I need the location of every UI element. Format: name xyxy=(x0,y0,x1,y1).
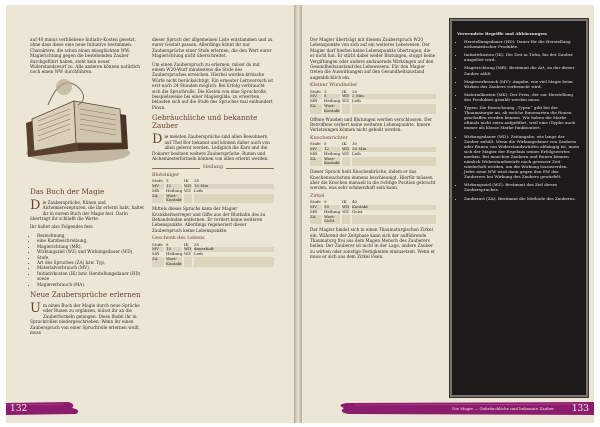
right-col1-mid: Offene Wunden und Blutungen werden verschlossen. Der Betroffene verliert keine weiteren Lebenspunkte. Innere Verletzungen können nicht geheilt werden. xyxy=(310,116,433,133)
list-item: • Magieverbrauch (MA). xyxy=(37,282,146,287)
glossary-item: • Zauberart (ZA): Bestimmt die Methode des Zauberns. xyxy=(464,196,580,201)
spell-title: Knochenrichter xyxy=(310,135,348,141)
spell-stats: Stufe 5 IK 30 MV 12 WD 30 Min MR Heilung WZ Leib ZA Wort-Kontakt xyxy=(310,142,436,166)
list-item: • Initiativkosten (IK) bzw. Herstellungsdauer (HD) sowie xyxy=(37,271,146,282)
glossary-item: • Materialkosten (MK): Der Preis, der zur Herstellung des Produktes gezahlt werden muss. xyxy=(464,92,580,102)
right-page-number: 133 xyxy=(571,404,589,414)
ornamental-divider-line xyxy=(152,168,200,169)
glossary-item: • Wirkungsdauer (WD): Zeitangabe, wie lange der Zauber anhält. Wenn die Wirkungsdauer von Zaubern oder Runen von Widerstandswürfen abhängig ist, muss sich der Magier der Ergebnis seines Erfolgswertes merken. Bei manchen Zaubern und Runen können nämlich Widerstandswürfe nach gewisser Zeit wiederholt werden, um die Wirkung loszuwerden. Jeder neue WW wird dann gegen den EW des Zauberers bei Wirkung des Zaubers gewürfelt. xyxy=(464,134,580,180)
list-item: • Stufe, xyxy=(37,255,146,260)
glossary-item: • Herstellungsdauer (HD): Dauer für die Herstellung alchemistischer Produkte. xyxy=(464,39,580,49)
list-item: • Magierichtung (MR), xyxy=(37,244,146,249)
spell-block-zirkel xyxy=(310,194,436,224)
spell-stats: Stufe 8 IK 35 MV 15 WD dauerhaft MR Heilung WZ Leib ZA Wort-Kontakt xyxy=(152,243,274,267)
spell-block-knochenrichter xyxy=(310,136,436,166)
list-item: • Wirkungsziel (WZ) und Wirkungsdauer (WD), xyxy=(37,249,146,254)
glossary-sidebar xyxy=(450,19,588,397)
section-heading-buch: Das Buch der Magie xyxy=(30,186,105,196)
spell-stats: Stufe 3 IK 20 MV 8 WD 2 Min MR Heilung WZ Leib ZA Wort-Kontakt xyxy=(310,90,436,114)
glossary-list xyxy=(457,39,580,201)
left-col2-mid: Mittels dieses Spruchs kann der Magier Krankheitserreger und Gifte aus der Blutbahn des zu Behandelnden entfernen. Er verliert keine weiteren Lebenspunkte. Allerdings regeneriert dieser Zauberspruch keine Lebenspunkte. xyxy=(152,206,266,233)
glossary-item: • Initiativkosten (IK): Die Zeit in Ticks, bis der Zauber ausgelöst wird. xyxy=(464,52,580,62)
right-col1-bot: Der Magier bindet sich in einen Thaumaturgischen Zirkel ein. Während der Zeitphase kann sich der aufführende Thaumaturg frei aus dem Magen Mensch des Zauberers heilen. Der Zauberer ist nicht in der Lage, andere Zauber zu wirken oder sonstige Fertigkeiten einzusetzen. Wenn er muss er sich aus dem Zirkel lösen. xyxy=(310,227,436,260)
spell-title: Zirkel xyxy=(310,193,325,199)
spell-block-geschenk xyxy=(152,236,274,266)
heilung-label: Heilung xyxy=(202,164,224,171)
list-item: • Bezeichnung, xyxy=(37,233,146,238)
drop-cap-d: D xyxy=(30,197,41,213)
list-item: • Art des Spruches (ZA) bzw. Typ, xyxy=(37,260,146,265)
right-col-1 xyxy=(310,37,436,263)
right-col1-mid2: Dieser Spruch heilt Knochenbrüche, indem er das Knochenwachstum immens beschleunigt. Hierfür müssen aber die Knochen manuell in die richtige Position gebracht werden, was sehr schmerzhaft sein kann. xyxy=(310,169,436,191)
left-col2-p2: Um einen Zauberspruch zu erlernen, müsst du mit einem W20-Wurf mindestens die Stufe des Zauberspruches erreichen. Hierbei werden kritische Würfe nicht berücksichtigt. Ein erneuter Lernversuch ist erst nach 24 Stunden möglich. Bei Erfolg verbraucht sich die Spruchrolle. Die Kosten von eine Spruchrolle, beispielsweise bei einer Magiergilde, zu erwerben, belaufen sich auf die Stufe des Spruches mal einhundert Pinun. xyxy=(152,61,274,110)
right-col1-top: Der Magier überträgt mit diesem Zauberspruch W20 Lebenspunkte von sich auf ein weiteres Lebewesen. Der Magier darf hierbei keine Lebenspunkte übertragen, die er nicht hat. Er stirbt dabei weder Blutungen, stoppt keine Vergiftungen oder andere andauernde Wirkungen auf den Gesundheitszustand des Lebewesens. Für den Magier treten die Auswirkungen auf den Gesundheitszustand augenblicklich ein. xyxy=(310,37,436,80)
left-col2-top: dieser Spruch der allgemeinen Liste entstammen und zu eurer Gestalt passen. Allerdings könnt ihr nur Zaubersprüche einer Stufe erlernen, die den Wert eurer Magierichtung nicht überschreitet. xyxy=(152,37,273,59)
spell-title: Bluteiniger xyxy=(152,172,180,178)
spell-stats: Stufe 9 IK 40 MV 30 WD Kontakt MR Heilung WZ Geist ZA Wort-Sicht xyxy=(310,200,436,224)
glossary-item: • Magieverbrauch (MV): Angabe, wie viel Magie beim Wirken des Zaubers verbraucht wird. xyxy=(464,79,580,89)
open-spellbook-illustration xyxy=(18,65,136,169)
left-col1-top: auf 40 minus verbliebene Initiativ-Kosten gesetzt, ohne dass diese eine neue Initiative bestimmen. Charaktere, die schon einen missglückten WW: Magierichtung gegen die bestehenden Zauber durchgeführt haben, steht kein neuer Widerstandswurf zu. Alle anderen können natürlich noch einen WW durchführen. xyxy=(30,37,140,75)
drop-cap-d2: D xyxy=(152,132,163,148)
list-item: • eine Kurzbeschreibung, xyxy=(37,238,146,243)
drop-cap-u: U xyxy=(30,300,41,316)
glossary-item: • Wirkungsziel (WZ): Bestimmt das Ziel dieses Zauberspruches. xyxy=(464,182,580,192)
glossary-item: • Typen: Die Bezeichnung „Typen“ gibt bei der Thaumaturgie an, ab welche Runenarten die Runen geschaffen werden können. Wir haben die Marke oftmals nicht extra aufgeführt, weil eine Glyphe auch immer als blosse Marke funktioniert. xyxy=(464,105,580,130)
section-body-gebrauchliche: Die meisten Zaubersprüche sind allen Bewohnern auf Thel Bor bekannt und können daher auch von allen gelernt werden. Lediglich die Kars und die Dokarer besitzen weitere Zaubersprüche. Runen und Alchemiesterformeln können von allen erlernt werden. xyxy=(152,132,270,161)
section-heading-gebrauchliche: Gebräuchliche und bekannte Zauber xyxy=(152,113,258,131)
section-heading-neue: Neue Zaubersprüche erlernen xyxy=(30,289,141,299)
spell-title: Geschenk des Lebens xyxy=(152,236,205,242)
left-page-number: 132 xyxy=(10,404,28,414)
footer-caption: Die Magie — Gebräuchliche und bekannte Zauber xyxy=(452,406,554,411)
book-entries-list xyxy=(30,233,146,287)
glossary-item: • Magierichtung (MR): Bestimmt die Art, zu der dieser Zauber zählt. xyxy=(464,65,580,75)
book-gutter xyxy=(294,5,302,423)
list-item: • Materialverbrauch (MV), xyxy=(37,265,146,270)
list-intro: Ihr haltet also Folgendes fest: xyxy=(30,224,94,230)
spell-title: Kleiner Wundheiler xyxy=(310,83,358,89)
sidebar-title: Verwendete Begriffe und Abkürzungen: xyxy=(457,31,548,36)
ornamental-divider-line xyxy=(226,168,274,169)
spell-stats: Stufe 5 IK 35 MV 12 WD 10 Min MR Heilung WZ Leib ZA Wort-Kontakt xyxy=(152,179,274,203)
spell-block-wundheiler xyxy=(310,83,436,113)
right-page xyxy=(302,5,594,423)
heilung-divider xyxy=(152,165,274,170)
left-col-2 xyxy=(152,37,274,270)
section-body-buch: Die Zaubersprüche, Rünen und Alchemierezepturen, die ihr erlernt habt, haltet ihr in eurem Buch der Magie fest. Darin übertragt ihr schließt die Werte. xyxy=(30,197,144,222)
section-body-neue: Um einen Buch der Magie durch neue Sprüche oder Runen zu ergänzen, müsst ihr an die Zauberformeln gelangen. Diese findet ihr in Spruchrollen niedergeschrieben. Wenn ihr einen Zauberspruch von einer Spruchrolle erlernen wollt, muss xyxy=(30,300,141,335)
spell-block-bluteiniger xyxy=(152,173,274,203)
left-page xyxy=(6,5,294,423)
